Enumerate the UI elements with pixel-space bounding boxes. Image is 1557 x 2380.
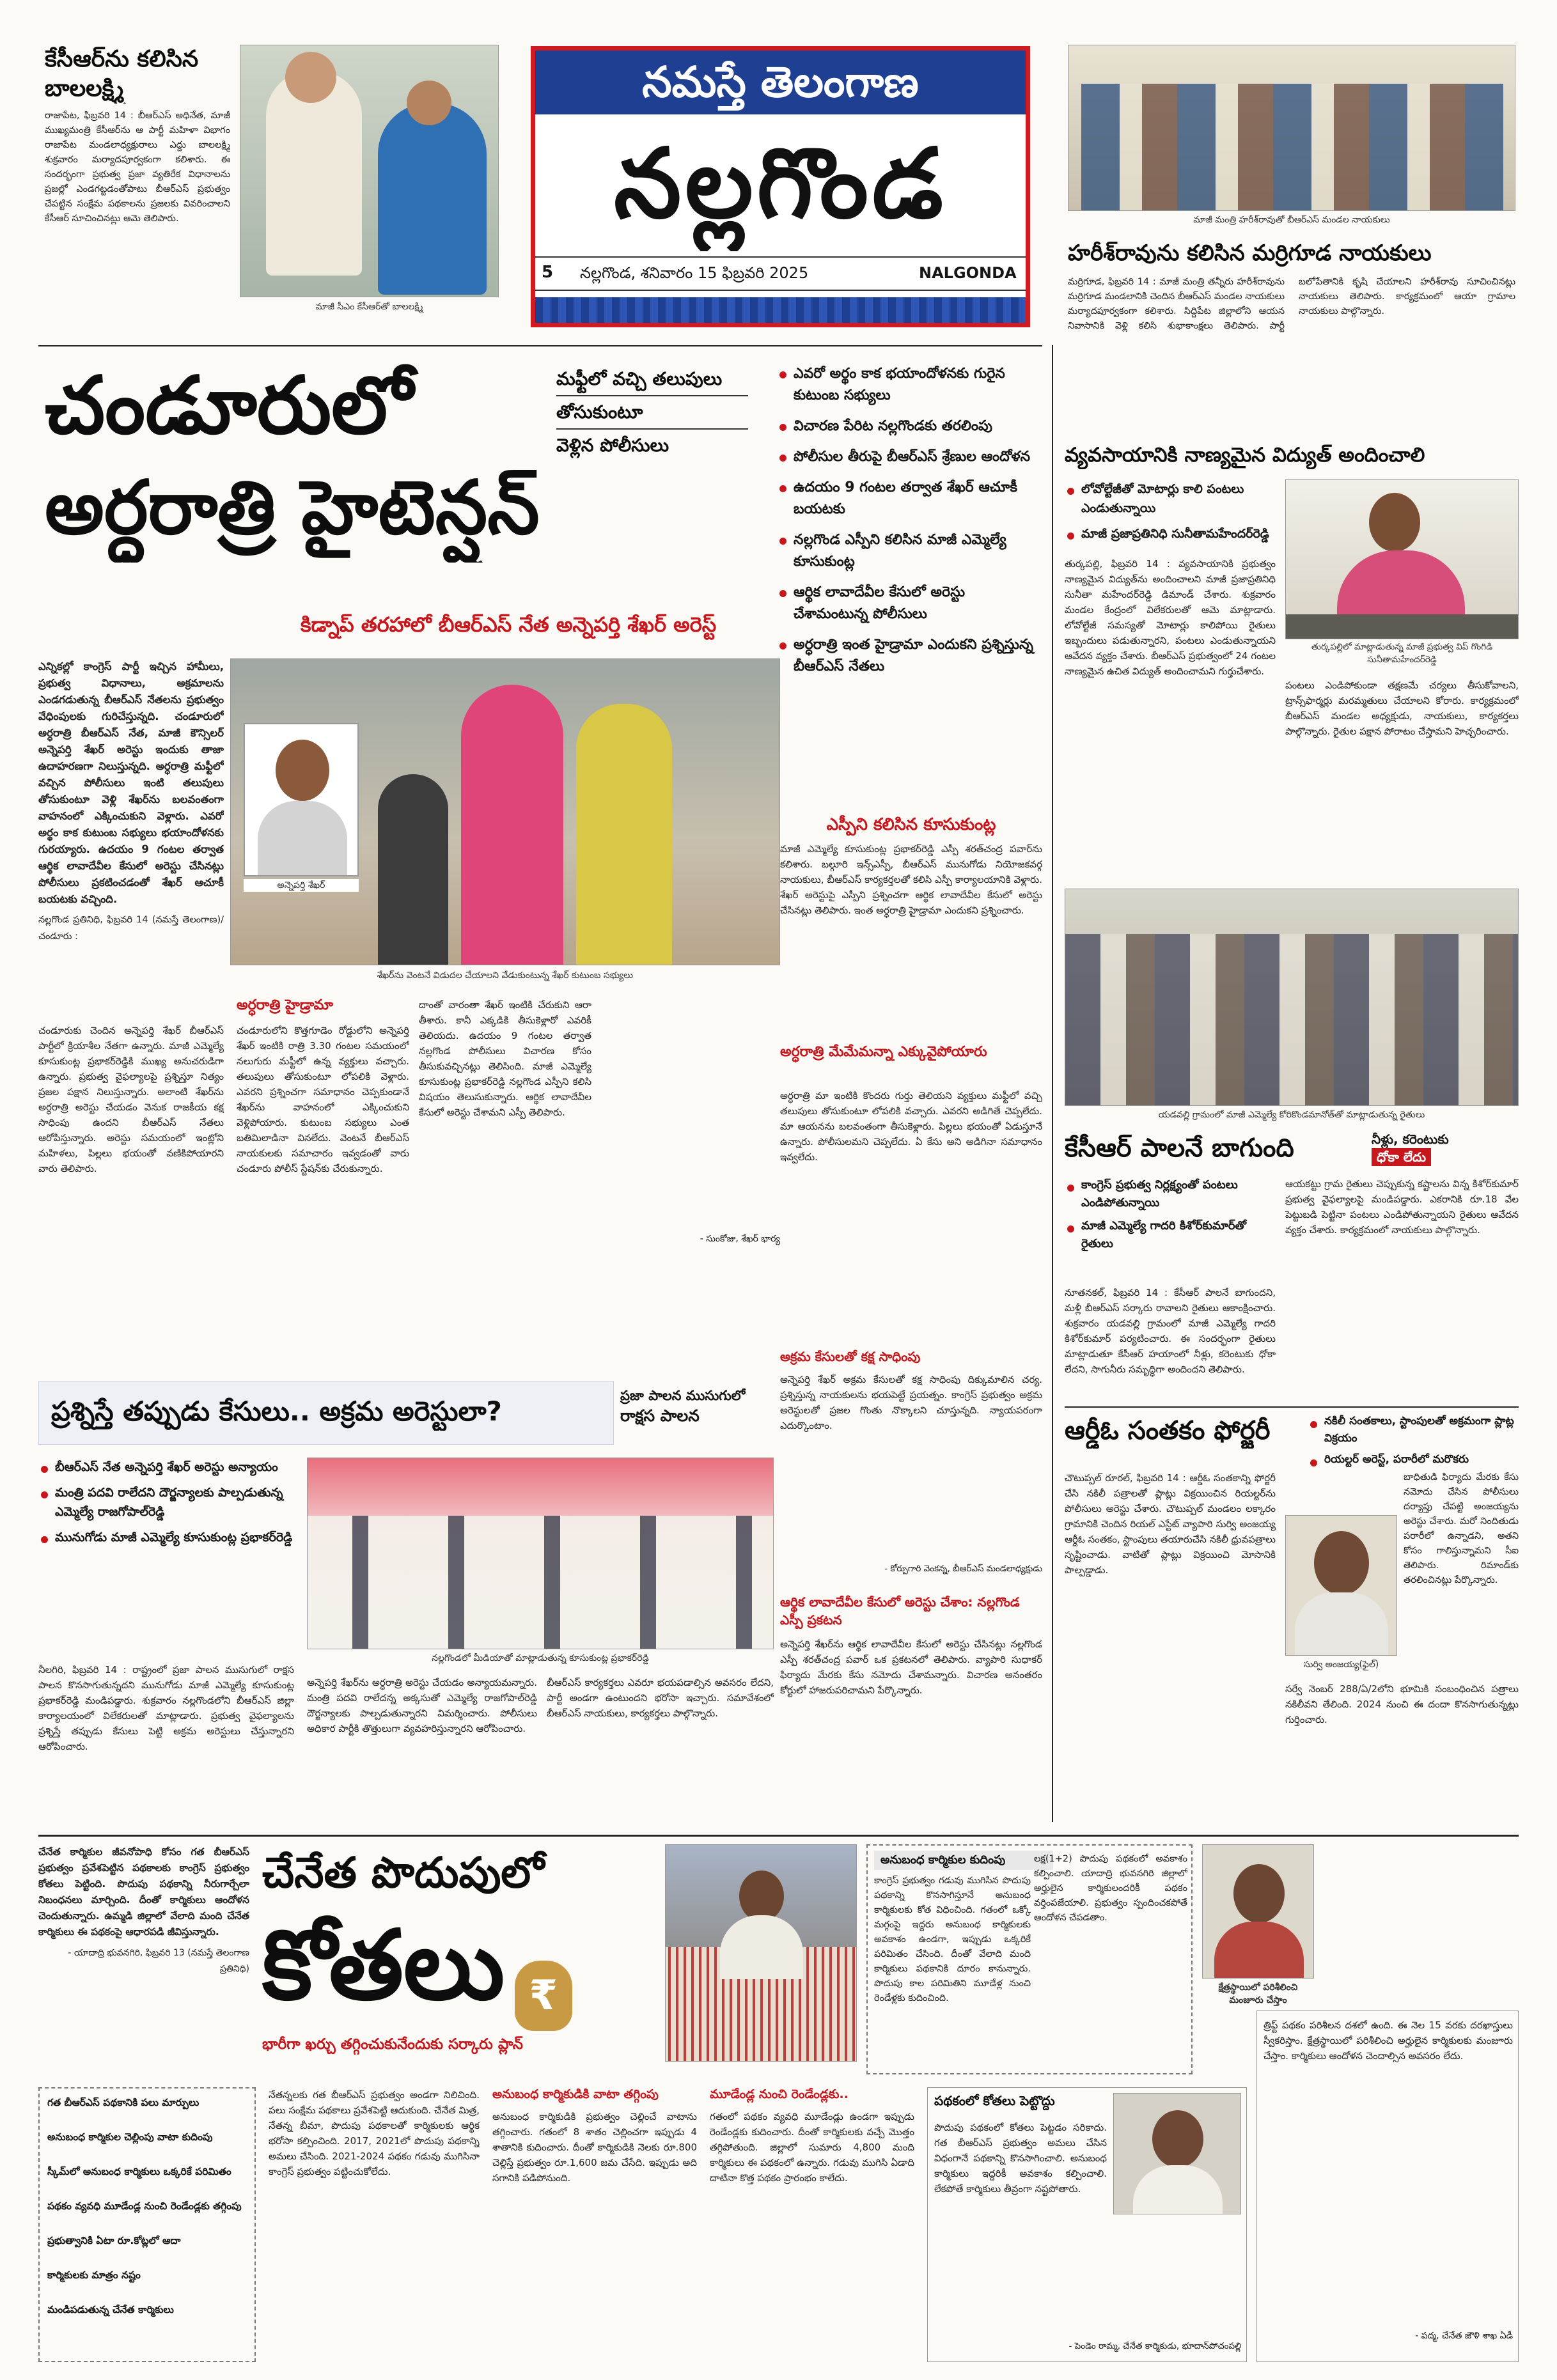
deck-rule <box>556 395 748 396</box>
child-figure <box>378 774 448 965</box>
sidebox-body: లక్ష(1+2) పొదుపు పథకంలో అవకాశం కల్పించాలి. యాదాద్రి భువనగిరి జిల్లాలో అర్హులైన కార్మికులందరికీ పథకం వర్తింపజేయాలి. ప్రభుత్వం స్పందించకపోతే ఆందోళన చేపడతాం. <box>1034 1854 1187 1923</box>
story-bullets <box>38 1458 294 1547</box>
handloom-headline-2 <box>262 1905 710 2033</box>
story-rdo <box>1065 1413 1519 1822</box>
intro-text: చేనేత కార్మికుల జీవనోపాధి కోసం గత బీఆర్‌ఎస్‌ ప్రభుత్వం ప్రవేశపెట్టిన పథకాలకు కాంగ్రెస్‌ ప్రభుత్వం కోతలు పెట్టింది. పొదుపు పథకాన్ని నీరుగార్చేలా నిబంధనలు మార్చింది. దీంతో కార్మికులు ఆందోళన చెందుతున్నారు. ఉమ్మడి జిల్లాలో వేలాది మంది చేనేత కార్మికులు ఈ పథకంపై ఆధారపడి జీవిస్తున్నారు. <box>38 1846 249 1938</box>
photo-loom <box>665 1844 857 2062</box>
handloom-highlights <box>38 2087 256 2362</box>
photo-press-meet <box>307 1458 774 1649</box>
page-number: 5 <box>542 263 554 282</box>
bullet-item: రియల్టర్‌ అరెస్ట్‌, పరారీలో మరొకరు <box>1308 1451 1519 1468</box>
bullet-item: అర్ధరాత్రి ఇంత హైడ్రామా ఎందుకని ప్రశ్నిస్తున్న బీఆర్‌ఎస్‌ నేతలు <box>777 634 1042 678</box>
rupee-bag-icon: ₹ <box>515 1961 572 2031</box>
highlight: గత బీఆర్‌ఎస్‌ పథకానికి పలు మార్పులు <box>47 2097 200 2108</box>
inset-caption: అన్నెపర్తి శేఖర్‌ <box>244 879 359 892</box>
photo-family <box>230 658 780 965</box>
bullet-item: మంత్రి పదవి రాలేదని దౌర్జన్యాలకు పాల్పడుతున్న ఎమ్మెల్యే రాజగోపాల్‌రెడ్డి <box>38 1483 294 1521</box>
lead-col-2: చండూరులోని కొత్తగూడెం రోడ్డులోని అన్నెపర్తి శేఖర్‌ ఇంటికి రాత్రి 3.30 గంటల సమయంలో నలుగురు మఫ్టీలో ఉన్న వ్యక్తులు వచ్చారు. తలుపులు తోసుకుంటూ లోపలికి వెళ్లారు. ఎవరని ప్రశ్నించగా సమాధానం చెప్పకుండానే శేఖర్‌ను వాహనంలో ఎక్కించుకుని వెళ్లిపోయారు. కుటుంబ సభ్యులు ఎంత బతిమిలాడినా వినలేదు. వెంటనే బీఆర్‌ఎస్‌ నాయకులకు సమాచారం ఇవ్వడంతో వారు చండూరు పోలీస్‌ స్టేషన్‌కు చేరుకున్నారు. <box>237 1025 409 1174</box>
bullet-item: బీఆర్‌ఎస్‌ నేత అన్నెపర్తి శేఖర్‌ అరెస్టు అన్యాయం <box>38 1458 294 1477</box>
handloom-sidebox <box>866 1844 1193 2074</box>
handloom-subhead: అనుబంధ కార్మికుడికి వాటా తగ్గింపు <box>492 2087 659 2101</box>
handloom-subhead: మూడేండ్ల నుంచి రెండేండ్లకు.. <box>710 2087 849 2101</box>
bullet-item: విచారణ పేరిట నల్లగొండకు తరలింపు <box>777 416 1042 437</box>
story-body: ఆయకట్టు గ్రామ రైతులు చెప్పుకున్న కష్టాలను విన్న కిశోర్‌కుమార్‌ ప్రభుత్వ వైఫల్యాలపై మండిపడ్డారు. ఎకరానికి రూ.18 వేల పెట్టుబడి పెట్టినా పంటలు ఎండిపోతున్నాయని రైతులు ఆవేదన వ్యక్తం చేశారు. కార్యక్రమంలో నాయకులు పాల్గొన్నారు. <box>1285 1178 1519 1236</box>
side-line: రాక్షస పాలన <box>620 1406 700 1425</box>
bullet-item: నకిలీ సంతకాలు, స్టాంపులతో అక్రమంగా ప్లాట్ల విక్రయం <box>1308 1413 1519 1447</box>
handloom-official-box <box>1256 2011 1519 2362</box>
handloom-col-2: అనుబంధ కార్మికుడికి ప్రభుత్వం చెల్లించే వాటాను తగ్గించారు. గతంలో 8 శాతం చెల్లించగా ఇప్పుడు 4 శాతానికి కుదించారు. దీంతో కార్మికుడికి నెలకు రూ.800 చెల్లిస్తే ప్రభుత్వం రూ.1,600 జమ చేసేది. ఇప్పుడు అది సగానికి పడిపోనుంది. <box>492 2111 697 2184</box>
official-sign: - పద్మ, చేనేత జౌళి శాఖ ఏడీ <box>1415 2331 1513 2341</box>
story-bullets <box>1308 1413 1519 1468</box>
portrait-head <box>276 740 329 801</box>
photo-caption: మాజీ మంత్రి హరీశ్‌రావుతో బీఆర్‌ఎస్‌ మండల నాయకులు <box>1193 215 1390 225</box>
story-bullets <box>1065 479 1269 543</box>
bullet-item: ఎవరో అర్థం కాక భయాందోళనకు గురైన కుటుంబ సభ్యులు <box>777 363 1042 407</box>
story-subhead: ఆర్థిక లావాదేవీల కేసులో అరెస్టు చేశాం: నల్లగొండ ఎస్పీ ప్రకటన <box>780 1594 1020 1628</box>
lead-deck-box <box>556 364 786 511</box>
quote-sign: - పెండెం రామ్మ, చేనేత కార్మికుడు, భూదాన్‌పోచంపల్లి <box>1068 2341 1241 2351</box>
photo-harish-meeting <box>1068 45 1515 211</box>
story-illegal <box>38 1381 774 1822</box>
official-quote: త్రిఫ్ట్‌ పథకం పరిశీలన దశలో ఉంది. ఈ నెల 15 వరకు దరఖాస్తులు స్వీకరిస్తాం. క్షేత్రస్థాయిలో పరిశీలించి అర్హులైన కార్మికులకు మంజూరు చేస్తాం. కార్మికులు ఆందోళన చెందాల్సిన అవసరం లేదు. <box>1264 2019 1513 2062</box>
story-headline: కేసీఆర్‌ను కలిసిన బాలలక్ష్మి <box>45 46 199 102</box>
person-body <box>1295 1592 1388 1656</box>
lead-banner: కిడ్నాప్‌ తరహాలో బీఆర్‌ఎస్‌ నేత అన్నెపర్తి శేఖర్‌ అరెస్ట్‌ <box>300 612 717 637</box>
story-headline: ప్రశ్నిస్తే తప్పుడు కేసులు.. అక్రమ అరెస్టులా? <box>51 1396 502 1427</box>
divider <box>38 1835 1519 1837</box>
person-head <box>1152 2110 1203 2168</box>
dateline: నల్లగొండ, శనివారం 15 ఫిబ్రవరి 2025 <box>580 264 809 282</box>
photo-caption: యడవల్లి గ్రామంలో మాజీ ఎమ్మెల్యే కోరికొండమానోత్‌తో మాట్లాడుతున్న రైతులు <box>1158 1110 1425 1120</box>
story-headline: ఆర్డీఓ సంతకం ఫోర్జరీ <box>1065 1416 1271 1445</box>
photo-surviaanjaiah <box>1285 1515 1397 1656</box>
handloom-col-3: గతంలో పథకం వ్యవధి మూడేండ్లు ఉండగా ఇప్పుడు రెండేండ్లకు కుదించారు. దీంతో కార్మికులకు వచ్చే మొత్తం తగ్గిపోతుంది. జిల్లాలో సుమారు 4,800 మంది కార్మికులు ఈ పథకంలో ఉన్నారు. గడువు ముగిసి ఏడాది దాటినా కొత్త పథకం ప్రారంభం కాలేదు. <box>710 2111 914 2184</box>
lead-intro <box>38 658 224 1016</box>
bullet-item: కాంగ్రెస్‌ ప్రభుత్వ నిర్లక్ష్యంతో పంటలు ఎండిపోతున్నాయి <box>1065 1176 1276 1212</box>
photo-official <box>1202 1844 1314 1979</box>
person-head <box>1314 1531 1369 1595</box>
highlight: పథకం వ్యవధి మూడేండ్ల నుంచి రెండేండ్లకు తగ్గింపు <box>47 2200 242 2212</box>
photo-caption: తుర్కపల్లిలో మాట్లాడుతున్న మాజీ ప్రభుత్వ విప్‌ గొంగిడి సునీతామహేందర్‌రెడ్డి <box>1311 642 1493 665</box>
masthead-blue-strip <box>535 297 1026 323</box>
story-body: నీలగిరి, ఫిబ్రవరి 14 : రాష్ట్రంలో ప్రజా పాలన ముసుగులో రాక్షస పాలన కొనసాగుతున్నదని మునుగోడు మాజీ ఎమ్మెల్యే కూసుకుంట్ల ప్రభాకర్‌రెడ్డి మండిపడ్డారు. శుక్రవారం నల్లగొండలోని బీఆర్‌ఎస్‌ జిల్లా కార్యాలయంలో విలేకరులతో మాట్లాడారు. ప్రభుత్వ వైఫల్యాలను ప్రశ్నిస్తే తప్పుడు కేసులు పెట్టి అక్రమ అరెస్టులు చేస్తున్నారని ఆరోపించారు. <box>38 1664 294 1752</box>
lead-subhead-1: అర్ధరాత్రి హైడ్రామా <box>237 997 333 1013</box>
highlight: అనుబంధ కార్మికుల చెల్లింపు వాటా కుదింపు <box>47 2131 213 2143</box>
handloom-col-1: నేతన్నలకు గత బీఆర్‌ఎస్‌ ప్రభుత్వం అండగా నిలిచింది. పలు సంక్షేమ పథకాలు ప్రవేశపెట్టి ఆదుకుంది. చేనేత మిత్ర, నేతన్న బీమా, పొదుపు పథకాలతో కార్మికులకు ఆర్థిక భరోసా కల్పించింది. 2017, 2021లో పొదుపు పథకాన్ని అమలు చేసింది. 2021-2024 పథకం గడువు ముగిసినా కాంగ్రెస్‌ ప్రభుత్వం పట్టించుకోలేదు. <box>269 2089 480 2177</box>
photo-caption: నల్లగొండలో మీడియాతో మాట్లాడుతున్న కూసుకుంట్ల ప్రభాకర్‌రెడ్డి <box>432 1653 649 1663</box>
person-body <box>1133 2165 1223 2214</box>
woman-figure <box>576 704 672 965</box>
story-body: మర్రిగూడ, ఫిబ్రవరి 14 : మాజీ మంత్రి తన్నీరు హరీశ్‌రావును మర్రిగూడ మండలానికి చెందిన బీఆర్‌ఎస్‌ మండల నాయకులు మర్యాదపూర్వకంగా కలిశారు. సిద్దిపేట జిల్లాలోని ఆయన నివాసానికి వెళ్లి కలిసి శుభాకాంక్షలు తెలిపారు. పార్టీ బలోపేతానికి కృషి చేయాలని హరీశ్‌రావు సూచించినట్లు నాయకులు తెలిపారు. కార్యక్రమంలో ఆయా గ్రామాల నాయకులు పాల్గొన్నారు. <box>1068 277 1515 331</box>
person-body <box>1214 1922 1304 1979</box>
handloom-headline-1: చేనేత పొదుపులో <box>262 1848 545 1897</box>
lead-sign: - సుంకోజు, శేఖర్‌ భార్య <box>700 1234 780 1244</box>
story-headline: వ్యవసాయానికి నాణ్యమైన విద్యుత్‌ అందించాలి <box>1065 444 1425 467</box>
handloom-deck: భారీగా ఖర్చు తగ్గించుకునేందుకు సర్కారు ప్లాన్‌ <box>262 2036 523 2053</box>
divider <box>1065 1406 1519 1408</box>
story-headline: కేసీఆర్‌ పాలనే బాగుంది <box>1065 1133 1294 1163</box>
story-body: అన్నెపర్తి శేఖర్‌ను ఆర్థిక లావాదేవీల కేసులో అరెస్టు చేసినట్లు నల్లగొండ ఎస్పీ శరత్‌చంద్ర పవార్‌ ఒక ప్రకటనలో తెలిపారు. వ్యాపారి సుధాకర్‌ ఫిర్యాదు మేరకు కేసు నమోదు చేశామన్నారు. విచారణ అనంతరం కోర్టులో హాజరుపరిచామని పేర్కొన్నారు. <box>780 1638 1042 1696</box>
story-body: తుర్కపల్లి, ఫిబ్రవరి 14 : వ్యవసాయానికి ప్రభుత్వం నాణ్యమైన విద్యుత్‌ను అందించాలని మాజీ ప్రజాప్రతినిధి సునీతా మహేందర్‌రెడ్డి డిమాండ్‌ చేశారు. శుక్రవారం మండల కేంద్రంలో విలేకరులతో ఆమె మాట్లాడారు. లోవోల్టేజీ సమస్యతో మోటార్లు కాలిపోయి రైతులు ఇబ్బందులు పడుతున్నారని, పంటలు ఎండుతున్నాయని ఆవేదన వ్యక్తం చేశారు. బీఆర్‌ఎస్‌ ప్రభుత్వంలో 24 గంటల నాణ్యమైన ఉచిత విద్యుత్‌ అందించామని గుర్తుచేశారు. <box>1065 558 1276 677</box>
story-kcr-rule <box>1065 889 1519 1438</box>
weaver-head <box>739 1871 784 1922</box>
story-body: చౌటుప్పల్‌ రూరల్‌, ఫిబ్రవరి 14 : ఆర్డీఓ సంతకాన్ని ఫోర్జరీ చేసి నకిలీ పత్రాలతో ప్లాట్లు విక్రయించిన రియల్టర్‌ను పోలీసులు అరెస్టు చేశారు. చౌటుప్పల్‌ మండలం లక్కారం గ్రామానికి చెందిన రియల్‌ ఎస్టేట్‌ వ్యాపారి సుర్వి అంజయ్య ఆర్డీఓ సంతకం, స్టాంపులు తయారుచేసి నకిలీ ధ్రువపత్రాలు సృష్టించాడు. వాటితో ప్లాట్లు విక్రయించి మోసానికి పాల్పడ్డాడు. <box>1065 1472 1276 1576</box>
deck-rule <box>556 428 748 430</box>
intro-sign: - యాదాద్రి భువనగిరి, ఫిబ్రవరి 13 (నమస్తే తెలంగాణ ప్రతినిధి) <box>68 1948 249 1974</box>
side-line: ప్రజా పాలన ముసుగులో <box>620 1388 746 1403</box>
lead-headline-1: చండూరులో <box>45 360 413 452</box>
photo-sunitha <box>1285 479 1519 639</box>
inset-portrait <box>244 723 359 876</box>
woman-figure <box>461 685 563 965</box>
divider <box>38 345 1042 346</box>
lead-bullets <box>777 363 1042 855</box>
sidebox-body: కాంగ్రెస్‌ ప్రభుత్వం గడువు ముగిసిన పొదుపు పథకాన్ని కొనసాగిస్తూనే అనుబంధ కార్మికులకు కోత విధించింది. గతంలో ఒక్కో మగ్గంపై ఇద్దరు అనుబంధ కార్మికులకు అవకాశం ఉండగా, ఇప్పుడు ఒక్కరికే పరిమితం చేసింది. దీంతో వేలాది మంది కార్మికులు పథకానికి దూరం కానున్నారు. పొదుపు కాల పరిమితిని మూడేళ్ల నుంచి రెండేళ్లకు కుదించింది. <box>874 1876 1031 2003</box>
headline-side <box>1372 1130 1519 1166</box>
photo-weaver <box>1113 2093 1241 2214</box>
quote-title: పథకంలో కోతలు పెట్టొద్దు <box>934 2093 1055 2108</box>
masthead <box>531 46 1030 327</box>
portrait-body <box>258 801 347 876</box>
photo-farmers <box>1065 889 1519 1106</box>
bullet-item: లోవోల్టేజీతో మోటార్లు కాలి పంటలు ఎండుతున్నాయి <box>1065 479 1269 518</box>
highlight: కార్మికులకు మాత్రం నష్టం <box>47 2269 141 2281</box>
photo-caption: మాజీ సీఎం కేసీఆర్‌తో బాలలక్ష్మి <box>315 302 423 312</box>
story-body: రాజాపేట, ఫిబ్రవరి 14 : బీఆర్‌ఎస్‌ అధినేత, మాజీ ముఖ్యమంత్రి కేసీఆర్‌ను ఆ పార్టీ మహిళా విభాగం రాజాపేట మండలాధ్యక్షురాలు ఎద్దు బాలలక్ష్మి శుక్రవారం మర్యాదపూర్వకంగా కలిశారు. ఈ సందర్భంగా ప్రభుత్వ ప్రజా వ్యతిరేక విధానాలను ప్రజల్లో ఎండగట్టడంతోపాటు బీఆర్‌ఎస్‌ ప్రభుత్వం చేపట్టిన సంక్షేమ పథకాలను ప్రజలకు వివరించాలని కేసీఆర్‌ సూచించినట్లు ఆమె తెలిపారు. <box>45 111 230 224</box>
handloom-quote-box <box>927 2087 1247 2362</box>
story-body: పంటలు ఎండిపోకుండా తక్షణమే చర్యలు తీసుకోవాలని, ట్రాన్స్‌ఫార్మర్లు మరమ్మతులు చేయాలని కోరారు. కార్యక్రమంలో బీఆర్‌ఎస్‌ మండల అధ్యక్షుడు, నాయకులు, కార్యకర్తలు పాల్గొన్నారు. రైతుల పక్షాన పోరాటం చేస్తామని హెచ్చరించారు. <box>1285 680 1519 737</box>
intro-text: ఎన్నికల్లో కాంగ్రెస్‌ పార్టీ ఇచ్చిన హామీలు, ప్రభుత్వ విధానాలు, అక్రమాలను ఎండగడుతున్న బీఆర్‌ఎస్‌ నేతలను ప్రభుత్వం వేధింపులకు గురిచేస్తున్నది. చండూరులో అర్ధరాత్రి బీఆర్‌ఎస్‌ నేత, మాజీ కౌన్సిలర్‌ అన్నెపర్తి శేఖర్‌ అరెస్టు ఇందుకు తాజా ఉదాహరణగా నిలుస్తున్నది. అర్ధరాత్రి మఫ్టీలో వచ్చిన పోలీసులు ఇంటి తలుపులు తోసుకుంటూ వెళ్లి శేఖర్‌ను బలవంతంగా వాహనంలో ఎక్కించుకుని వెళ్లారు. ఎవరో అర్థం కాక కుటుంబ సభ్యులు భయాందోళనకు గురయ్యారు. ఉదయం 9 గంటల తర్వాత ఆర్థిక లావాదేవీల కేసులో అరెస్టు చేసినట్లు పోలీసులు ప్రకటించడంతో శేఖర్‌ ఆచూకీ బయటకు వచ్చింది. <box>38 660 224 905</box>
photo-caption: క్షేత్రస్థాయిలో పరిశీలించి మంజూరు చేస్తాం <box>1218 1982 1298 2005</box>
bullet-item: పోలీసుల తీరుపై బీఆర్‌ఎస్‌ శ్రేణుల ఆందోళన <box>777 446 1042 468</box>
highlight: ప్రభుత్వానికి ఏటా రూ.కోట్లలో ఆదా <box>47 2235 181 2246</box>
deck-line: మఫ్టీలో వచ్చి తలుపులు <box>556 368 723 389</box>
lead-headline-2: అర్ధరాత్రి హైటెన్షన్‌ <box>45 465 540 551</box>
bullet-item: ఆర్థిక లావాదేవీల కేసులో అరెస్టు చేశామంటున్న పోలీసులు <box>777 582 1042 625</box>
story-sign: - కోర్పుగారి వెంకన్న, బీఆర్‌ఎస్‌ మండలాధ్యక్షుడు <box>884 1564 1042 1574</box>
side-line: ధోకా లేదు <box>1372 1148 1431 1166</box>
masthead-title: నల్లగొండ <box>614 128 947 240</box>
person-figure <box>378 103 487 295</box>
person-head <box>285 52 336 103</box>
story-quote: అన్నెపర్తి శేఖర్‌ అక్రమ కేసులతో కక్ష సాధింపు దిక్కుమాలిన చర్య. ప్రశ్నిస్తున్న నాయకులను భయపెట్టే ప్రయత్నం. కాంగ్రెస్‌ ప్రభుత్వం అక్రమ అరెస్టులతో ప్రజల గొంతు నొక్కాలని చూస్తున్నది. న్యాయపరంగా ఎదుర్కొంటాం. <box>780 1374 1042 1431</box>
crowd <box>1065 934 1519 1106</box>
story-bullets <box>1065 1176 1276 1253</box>
story-body: సర్వే నెంబర్‌ 288/ఏ/2లోని భూమికి సంబంధించిన పత్రాలు నకిలీవని తేలింది. 2024 నుంచి ఈ దందా కొనసాగుతున్నట్లు గుర్తించారు. <box>1285 1683 1519 1725</box>
quote-body: పొదుపు పథకంలో కోతలు పెట్టడం సరికాదు. గత బీఆర్‌ఎస్‌ ప్రభుత్వం అమలు చేసిన విధంగానే పథకాన్ని కొనసాగించాలి. అనుబంధ కార్మికులు ఇద్దరికీ అవకాశం కల్పించాలి. లేకపోతే కార్మికులు తీవ్రంగా నష్టపోతారు. <box>934 2122 1107 2195</box>
desk <box>1286 614 1519 639</box>
photo-kcr-balalakshmi <box>240 45 499 297</box>
story-body: మాజీ ఎమ్మెల్యే కూసుకుంట్ల ప్రభాకర్‌రెడ్డి ఎస్పీ శరత్‌చంద్ర పవార్‌ను కలిశారు. బల్గూరి ఇన్స్‌ఎస్పీ, బీఆర్‌ఎస్‌ మునుగోడు నియోజకవర్గ నాయకులు, బీఆర్‌ఎస్‌ కార్యకర్తలతో కలిసి ఎస్పీ కార్యాలయానికి వెళ్లారు. శేఖర్‌ అరెస్టుపై ఎస్పీని ప్రశ్నించగా ఆర్థిక లావాదేవీల కేసులో అరెస్టు చేసినట్లు తెలిపారు. ఇంత అర్ధరాత్రి హైడ్రామా ఎందుకని ప్రశ్నించారు. <box>780 843 1042 916</box>
sidebox-title: అనుబంధ కార్మికుల కుదింపు <box>874 1851 1053 1870</box>
intro-sign: నల్లగొండ ప్రతినిధి, ఫిబ్రవరి 14 (నమస్తే తెలంగాణ)/చండూరు : <box>38 915 224 942</box>
bullet-item: మాజీ ఎమ్మెల్యే గాదరి కిశోర్‌కుమార్‌తో రైతులు <box>1065 1217 1276 1253</box>
story-body: బాధితుడి ఫిర్యాదు మేరకు కేసు నమోదు చేసిన పోలీసులు దర్యాప్తు చేపట్టి అంజయ్యను అరెస్టు చేశారు. మరో నిందితుడు పరారీలో ఉన్నాడని, అతని కోసం గాలిస్తున్నామని సీఐ తెలిపారు. రిమాండ్‌కు తరలించినట్లు పేర్కొన్నారు. <box>1404 1472 1519 1585</box>
divider <box>1052 345 1053 1822</box>
photo-caption: సుర్వి అంజయ్య(ఫైల్‌) <box>1303 1660 1379 1670</box>
weaver-body <box>720 1915 803 1979</box>
side-line: నీళ్లు, కరెంటుకు <box>1372 1132 1449 1147</box>
person-head <box>1369 493 1420 552</box>
story-sp <box>780 812 1042 1771</box>
photo-caption: శేఖర్‌ను వెంటనే విడుదల చేయాలని వేడుకుంటున్న శేఖర్‌ కుటుంబ సభ్యులు <box>377 970 634 981</box>
headline-text: కోతలు <box>262 1910 505 2021</box>
headline-side <box>620 1386 774 1427</box>
story-headline: హరీశ్‌రావును కలిసిన మర్రిగూడ నాయకులు <box>1068 240 1432 266</box>
story-body: బీఆర్‌ఎస్‌ కార్యకర్తలు ఎవరూ భయపడాల్సిన అవసరం లేదని, పార్టీ అండగా ఉంటుందని భరోసా ఇచ్చారు. సమావేశంలో బీఆర్‌ఎస్‌ నాయకులు, కార్యకర్తలు పాల్గొన్నారు. <box>547 1677 774 1719</box>
masthead-brand-bar: నమస్తే తెలంగాణ <box>535 51 1026 114</box>
deck-line: వెళ్లిన పోలీసులు <box>556 435 669 456</box>
story-harish <box>1068 45 1515 364</box>
bullet-item: మునుగోడు మాజీ ఎమ్మెల్యే కూసుకుంట్ల ప్రభాకర్‌రెడ్డి <box>38 1528 294 1547</box>
person-head <box>1233 1864 1285 1923</box>
story-subhead: అర్ధరాత్రి మేమేమన్నా ఎక్కువైపోయారు <box>780 1044 987 1060</box>
bullet-item: నల్లగొండ ఎస్పీని కలిసిన మాజీ ఎమ్మెల్యే కూసుకుంట్ల <box>777 529 1042 573</box>
deck-line: తోసుకుంటూ <box>556 401 643 423</box>
crowd <box>308 1516 774 1649</box>
story-handloom <box>38 1844 1519 2368</box>
edition-name: NALGONDA <box>919 264 1017 282</box>
story-body: నూతనకల్‌, ఫిబ్రవరి 14 : కేసీఆర్‌ పాలనే బాగుందని, మళ్లీ బీఆర్‌ఎస్‌ సర్కారు రావాలని రైతులు ఆకాంక్షించారు. శుక్రవారం యడవల్లి గ్రామంలో మాజీ ఎమ్మెల్యే గాదరి కిశోర్‌కుమార్‌ పర్యటించారు. ఈ సందర్భంగా రైతులు మాట్లాడుతూ కేసీఆర్‌ హయాంలో నీళ్లు, కరెంటుకు ధోకా లేదని, సాగునీరు సమృద్ధిగా అందిందని తెలిపారు. <box>1065 1287 1276 1375</box>
bullet-item: మాజీ ప్రజాప్రతినిధి సునీతామహేందర్‌రెడ్డి <box>1065 524 1269 543</box>
handloom-intro <box>38 1844 249 2068</box>
story-quote: అర్ధరాత్రి మా ఇంటికి కొందరు గుర్తు తెలియని వ్యక్తులు మఫ్టీలో వచ్చి తలుపులు తోసుకుంటూ లోపలికి వచ్చారు. ఎవరని అడిగితే చెప్పలేదు. మా ఆయనను బలవంతంగా తీసుకెళ్లారు. పిల్లలు భయంతో ఏడుస్తూనే ఉన్నారు. పోలీసులమని చెప్పలేదు. ఏ కేసు అని అడిగినా సమాధానం ఇవ్వలేదు. <box>780 1090 1042 1163</box>
group-people <box>1081 84 1503 211</box>
bullet-item: ఉదయం 9 గంటల తర్వాత శేఖర్‌ ఆచూకీ బయటకు <box>777 477 1042 520</box>
highlight: మండిపడుతున్న చేనేత కార్మికులు <box>47 2304 174 2315</box>
highlight: స్కీమ్‌లో అనుబంధ కార్మికులు ఒక్కరికే పరిమితం <box>47 2166 231 2177</box>
story-power <box>1065 441 1519 889</box>
masthead-dateline-row <box>535 256 1026 291</box>
story-headline: ఎస్పీని కలిసిన కూసుకుంట్ల <box>826 815 996 834</box>
story-balalakshmi <box>45 45 499 326</box>
story-body: అన్నెపర్తి శేఖర్‌ను అర్ధరాత్రి అరెస్టు చేయడం అన్యాయమన్నారు. మంత్రి పదవి రాలేదన్న అక్కసుతో ఎమ్మెల్యే రాజగోపాల్‌రెడ్డి దౌర్జన్యాలకు పాల్పడుతున్నారని విమర్శించారు. పోలీసులు అధికార పార్టీకి తొత్తులుగా వ్యవహరిస్తున్నారని ఆరోపించారు. <box>307 1677 537 1734</box>
lead-col-1: చండూరుకు చెందిన అన్నెపర్తి శేఖర్‌ బీఆర్‌ఎస్‌ పార్టీలో క్రియాశీల నేతగా ఉన్నారు. మాజీ ఎమ్మెల్యే కూసుకుంట్ల ప్రభాకర్‌రెడ్డికి ముఖ్య అనుచరుడిగా ఉన్నారు. ప్రభుత్వ వైఫల్యాలపై ప్రశ్నిస్తూ నిత్యం ప్రజల పక్షాన నిలుస్తున్నారు. అలాంటి శేఖర్‌ను అర్ధరాత్రి అరెస్టు చేయడం వెనుక రాజకీయ కక్ష సాధింపు ఉందని బీఆర్‌ఎస్‌ నేతలు ఆరోపిస్తున్నారు. అరెస్టు సమయంలో ఇంట్లోని మహిళలు, పిల్లలు భయంతో వణికిపోయారని వారు తెలిపారు. <box>38 1025 224 1174</box>
person-head <box>407 81 451 125</box>
lead-col-3: దాంతో వారంతా శేఖర్‌ ఇంటికి చేరుకుని ఆరా తీశారు. కానీ ఎక్కడికి తీసుకెళ్లారో ఎవరికీ తెలియదు. ఉదయం 9 గంటల తర్వాత నల్లగొండ పోలీసులు విచారణ కోసం తీసుకువచ్చినట్లు తెలిసింది. మాజీ ఎమ్మెల్యే కూసుకుంట్ల ప్రభాకర్‌రెడ్డి నల్లగొండ ఎస్పీని కలిసి విషయం తెలుసుకున్నారు. ఆర్థిక లావాదేవీల కేసులో అరెస్టు చేశామని ఎస్పీ తెలిపారు. <box>419 999 591 1118</box>
story-subhead: అక్రమ కేసులతో కక్ష సాధింపు <box>780 1349 921 1364</box>
